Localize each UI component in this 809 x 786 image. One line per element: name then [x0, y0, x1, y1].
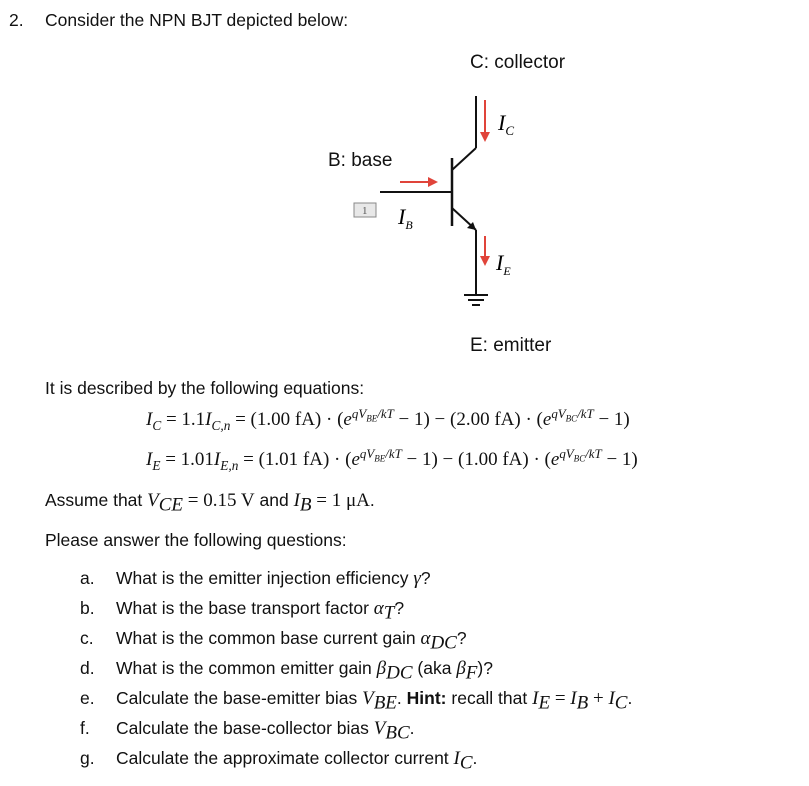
list-item-f: f. Calculate the base-collector bias $V_{BC}$.: [80, 718, 415, 744]
list-item-b: b. What is the base transport factor $\alpha_T$?: [80, 598, 405, 624]
base-label: B: base: [328, 150, 393, 171]
collector-diagonal: [452, 148, 476, 170]
list-item-c: c. What is the common base current gain $\alpha_{DC}$?: [80, 628, 467, 654]
equation-ic: $I_C = 1.1I_{C,n} = (1.00$ $fA) \cdot (e^{qV_{BE}/kT} - 1) - (2.00$ $fA) \cdot (e^{qV_{BC}/kT} - 1)$: [146, 406, 630, 433]
ib-arrow: [400, 177, 438, 187]
question-title: Consider the NPN BJT depicted below:: [45, 10, 349, 30]
collector-label: C: collector: [470, 52, 566, 73]
intro-text: It is described by the following equations:: [45, 378, 365, 398]
ie-arrow: [480, 236, 490, 266]
ic-label: $I_C$: [498, 110, 514, 138]
equation-ie: $I_E = 1.01I_{E,n} = (1.01$ $fA) \cdot (e^{qV_{BE}/kT} - 1) - (1.00$ $fA) \cdot (e^{qV_{BC}/kT} - 1)$: [146, 446, 638, 473]
question-number: 2.: [9, 10, 24, 30]
ic-arrow: [480, 100, 490, 142]
emitter-label: E: emitter: [470, 335, 552, 356]
prompt-text: Please answer the following questions:: [45, 530, 347, 550]
list-item-d: d. What is the common emitter gain $\beta_{DC}$ (aka $\beta_F$)?: [80, 658, 493, 684]
ie-label: $I_E$: [496, 250, 511, 278]
ib-label: $I_B$: [398, 204, 413, 232]
source-box-label: 1: [362, 205, 368, 217]
npn-transistor-diagram: [340, 90, 540, 330]
list-item-a: a. What is the emitter injection efficiency γ?: [80, 568, 431, 589]
assumption-text: Assume that $V_{CE} = 0.15$ V and $I_B = 1$ μA.: [45, 490, 375, 516]
list-item-g: g. Calculate the approximate collector current $I_C$.: [80, 748, 478, 774]
list-item-e: e. Calculate the base-emitter bias $V_{BE}$. Hint: recall that $I_E = I_B + I_C$.: [80, 688, 633, 714]
